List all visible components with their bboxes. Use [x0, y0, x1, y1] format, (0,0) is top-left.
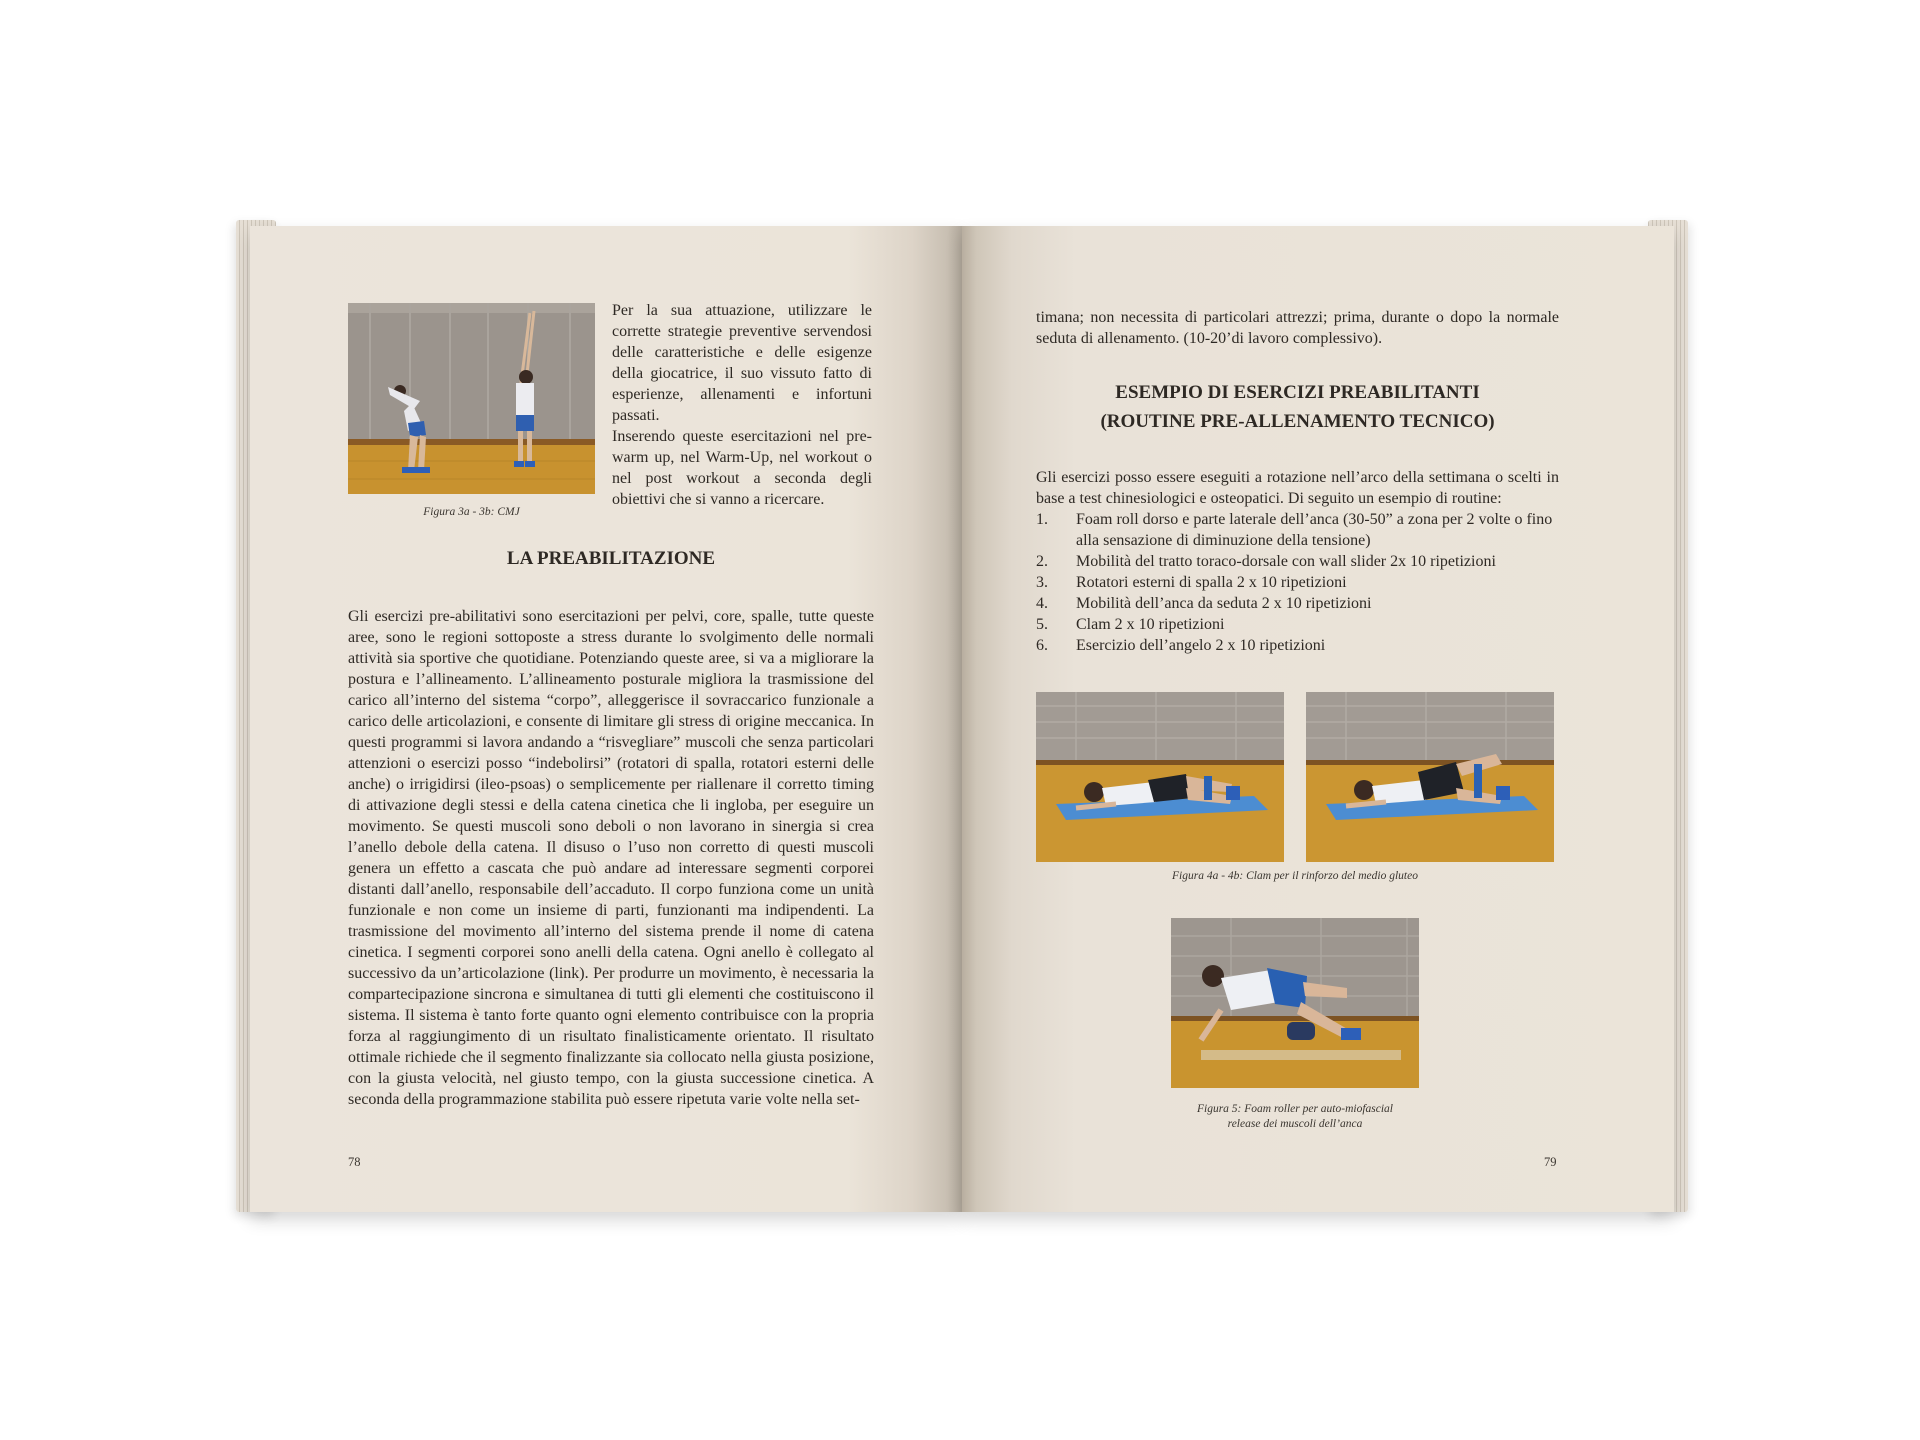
- side-paragraph-2: Inserendo queste esercitazioni nel pre-warm up, nel Warm-Up, nel workout o nel post workout a seconda degli obiettivi che si vanno a ricercare.: [612, 428, 872, 508]
- list-item-number: 6.: [1036, 637, 1048, 654]
- list-item-text: Clam 2 x 10 ripetizioni: [1076, 616, 1225, 633]
- page-number-right: 79: [1544, 1155, 1557, 1169]
- intro-text: timana; non necessita di particolari attrezzi; prima, durante o dopo la normale seduta di allenamento. (10-20’di lavoro complessivo).: [1036, 309, 1559, 347]
- section-heading-right: [1036, 378, 1559, 436]
- list-item: [1036, 572, 1559, 593]
- list-item: [1036, 509, 1559, 551]
- routine-list: [1036, 509, 1559, 656]
- routine-paragraph: Gli esercizi posso essere eseguiti a rotazione nell’arco della settimana o scelti in base a test chinesiologici e osteopatici. Di seguito un esempio di routine:: [1036, 469, 1559, 507]
- heading-line-2: (ROUTINE PRE-ALLENAMENTO TECNICO): [1100, 411, 1495, 432]
- list-item-number: 1.: [1036, 511, 1048, 528]
- list-item-number: 2.: [1036, 553, 1048, 570]
- list-item-number: 4.: [1036, 595, 1048, 612]
- list-item-number: 5.: [1036, 616, 1048, 633]
- figure5-caption-line-1: Figura 5: Foam roller per auto-miofascial: [1196, 1103, 1394, 1115]
- list-item: [1036, 635, 1559, 656]
- left-page: [250, 226, 962, 1212]
- right-page: [962, 226, 1674, 1212]
- list-item: [1036, 614, 1559, 635]
- foam-roller-photo: [1171, 918, 1419, 1088]
- figure3-caption: Figura 3a - 3b: CMJ: [423, 506, 520, 518]
- list-item-number: 3.: [1036, 574, 1048, 591]
- section-heading: LA PREABILITAZIONE: [506, 548, 716, 569]
- heading-line-1: ESEMPIO DI ESERCIZI PREABILITANTI: [1115, 382, 1480, 403]
- list-item: [1036, 593, 1559, 614]
- side-text: [612, 300, 872, 510]
- clam-photo-a: [1036, 692, 1284, 862]
- side-paragraph-1: Per la sua attuazione, utilizzare le corrette strategie preventive servendosi delle caratteristiche e delle esigenze della giocatrice, il suo vissuto fatto di esperienze, allenamenti e infortuni passati.: [612, 302, 872, 424]
- open-book: [236, 220, 1688, 1220]
- list-item-text: Foam roll dorso e parte laterale dell’anca (30-50” a zona per 2 volte o fino alla sensazione di diminuzione della tensione): [1076, 511, 1553, 549]
- figure4-caption: Figura 4a - 4b: Clam per il rinforzo del medio gluteo: [1172, 870, 1418, 882]
- figure5-caption: [1122, 1102, 1468, 1132]
- list-item-text: Rotatori esterni di spalla 2 x 10 ripetizioni: [1076, 574, 1347, 591]
- list-item-text: Mobilità dell’anca da seduta 2 x 10 ripetizioni: [1076, 595, 1372, 612]
- list-item-text: Mobilità del tratto toraco-dorsale con wall slider 2x 10 ripetizioni: [1076, 553, 1496, 570]
- figure5-caption-line-2: release dei muscoli dell’anca: [1227, 1118, 1363, 1130]
- cmj-photo: [348, 303, 595, 494]
- body-text: Gli esercizi pre-abilitativi sono esercitazioni per pelvi, core, spalle, tutte queste aree, sono le regioni sottoposte a stress durante lo svolgimento delle normali attività sia sportive che quotidiane. Potenziando queste aree, si va a migliorare la postura e l’allineamento. L’allineamento posturale migliora la trasmissione del carico all’interno del sistema “corpo”, alleggerisce il sovraccarico funzionale a carico delle articolazioni, e consente di limitare gli stress di origine meccanica. In questi programmi si lavora andando a “risvegliare” muscoli che senza particolari attenzioni o esercizi posso “indebolirsi” (rotatori di spalla, rotatori esterni delle anche) o irrigidirsi (ileo-psoas) o semplicemente per riallenare il corretto timing di attivazione degli stessi e della catena cinetica che li ingloba, per eseguire un movimento. Se questi muscoli sono deboli o non lavorano in sinergia si crea l’anello debole della catena. Il disuso o l’uso non corretto di questi muscoli genera un effetto a cascata che può andare ad interessare segmenti corporei distanti dall’anello, responsabile dell’accaduto. Il corpo funziona come un unità funzionale e non come un insieme di parti, funzionanti ma indipendenti. La trasmissione del movimento all’interno del sistema prende il nome di catena cinetica. I segmenti corporei sono anelli della catena. Ogni anello è collegato al successivo da un’articolazione (link). Per produrre un movimento, è necessaria la compartecipazione sincrona e simultanea di tutti gli elementi che costituiscono il sistema. Il sistema è tanto forte quanto ogni elemento contribuisce con la propria forza al raggiungimento di un risultato finalisticamente orientato. Il risultato ottimale richiede che il segmento finalizzante sia collocato nella giusta posizione, con la giusta velocità, nel giusto tempo, con la giusta successione cinetica. A seconda della programmazione stabilita può essere ripetuta varie volte nella set-: [348, 608, 874, 1108]
- list-item: [1036, 551, 1559, 572]
- clam-photo-b: [1306, 692, 1554, 862]
- page-number-left: 78: [348, 1155, 361, 1169]
- list-item-text: Esercizio dell’angelo 2 x 10 ripetizioni: [1076, 637, 1326, 654]
